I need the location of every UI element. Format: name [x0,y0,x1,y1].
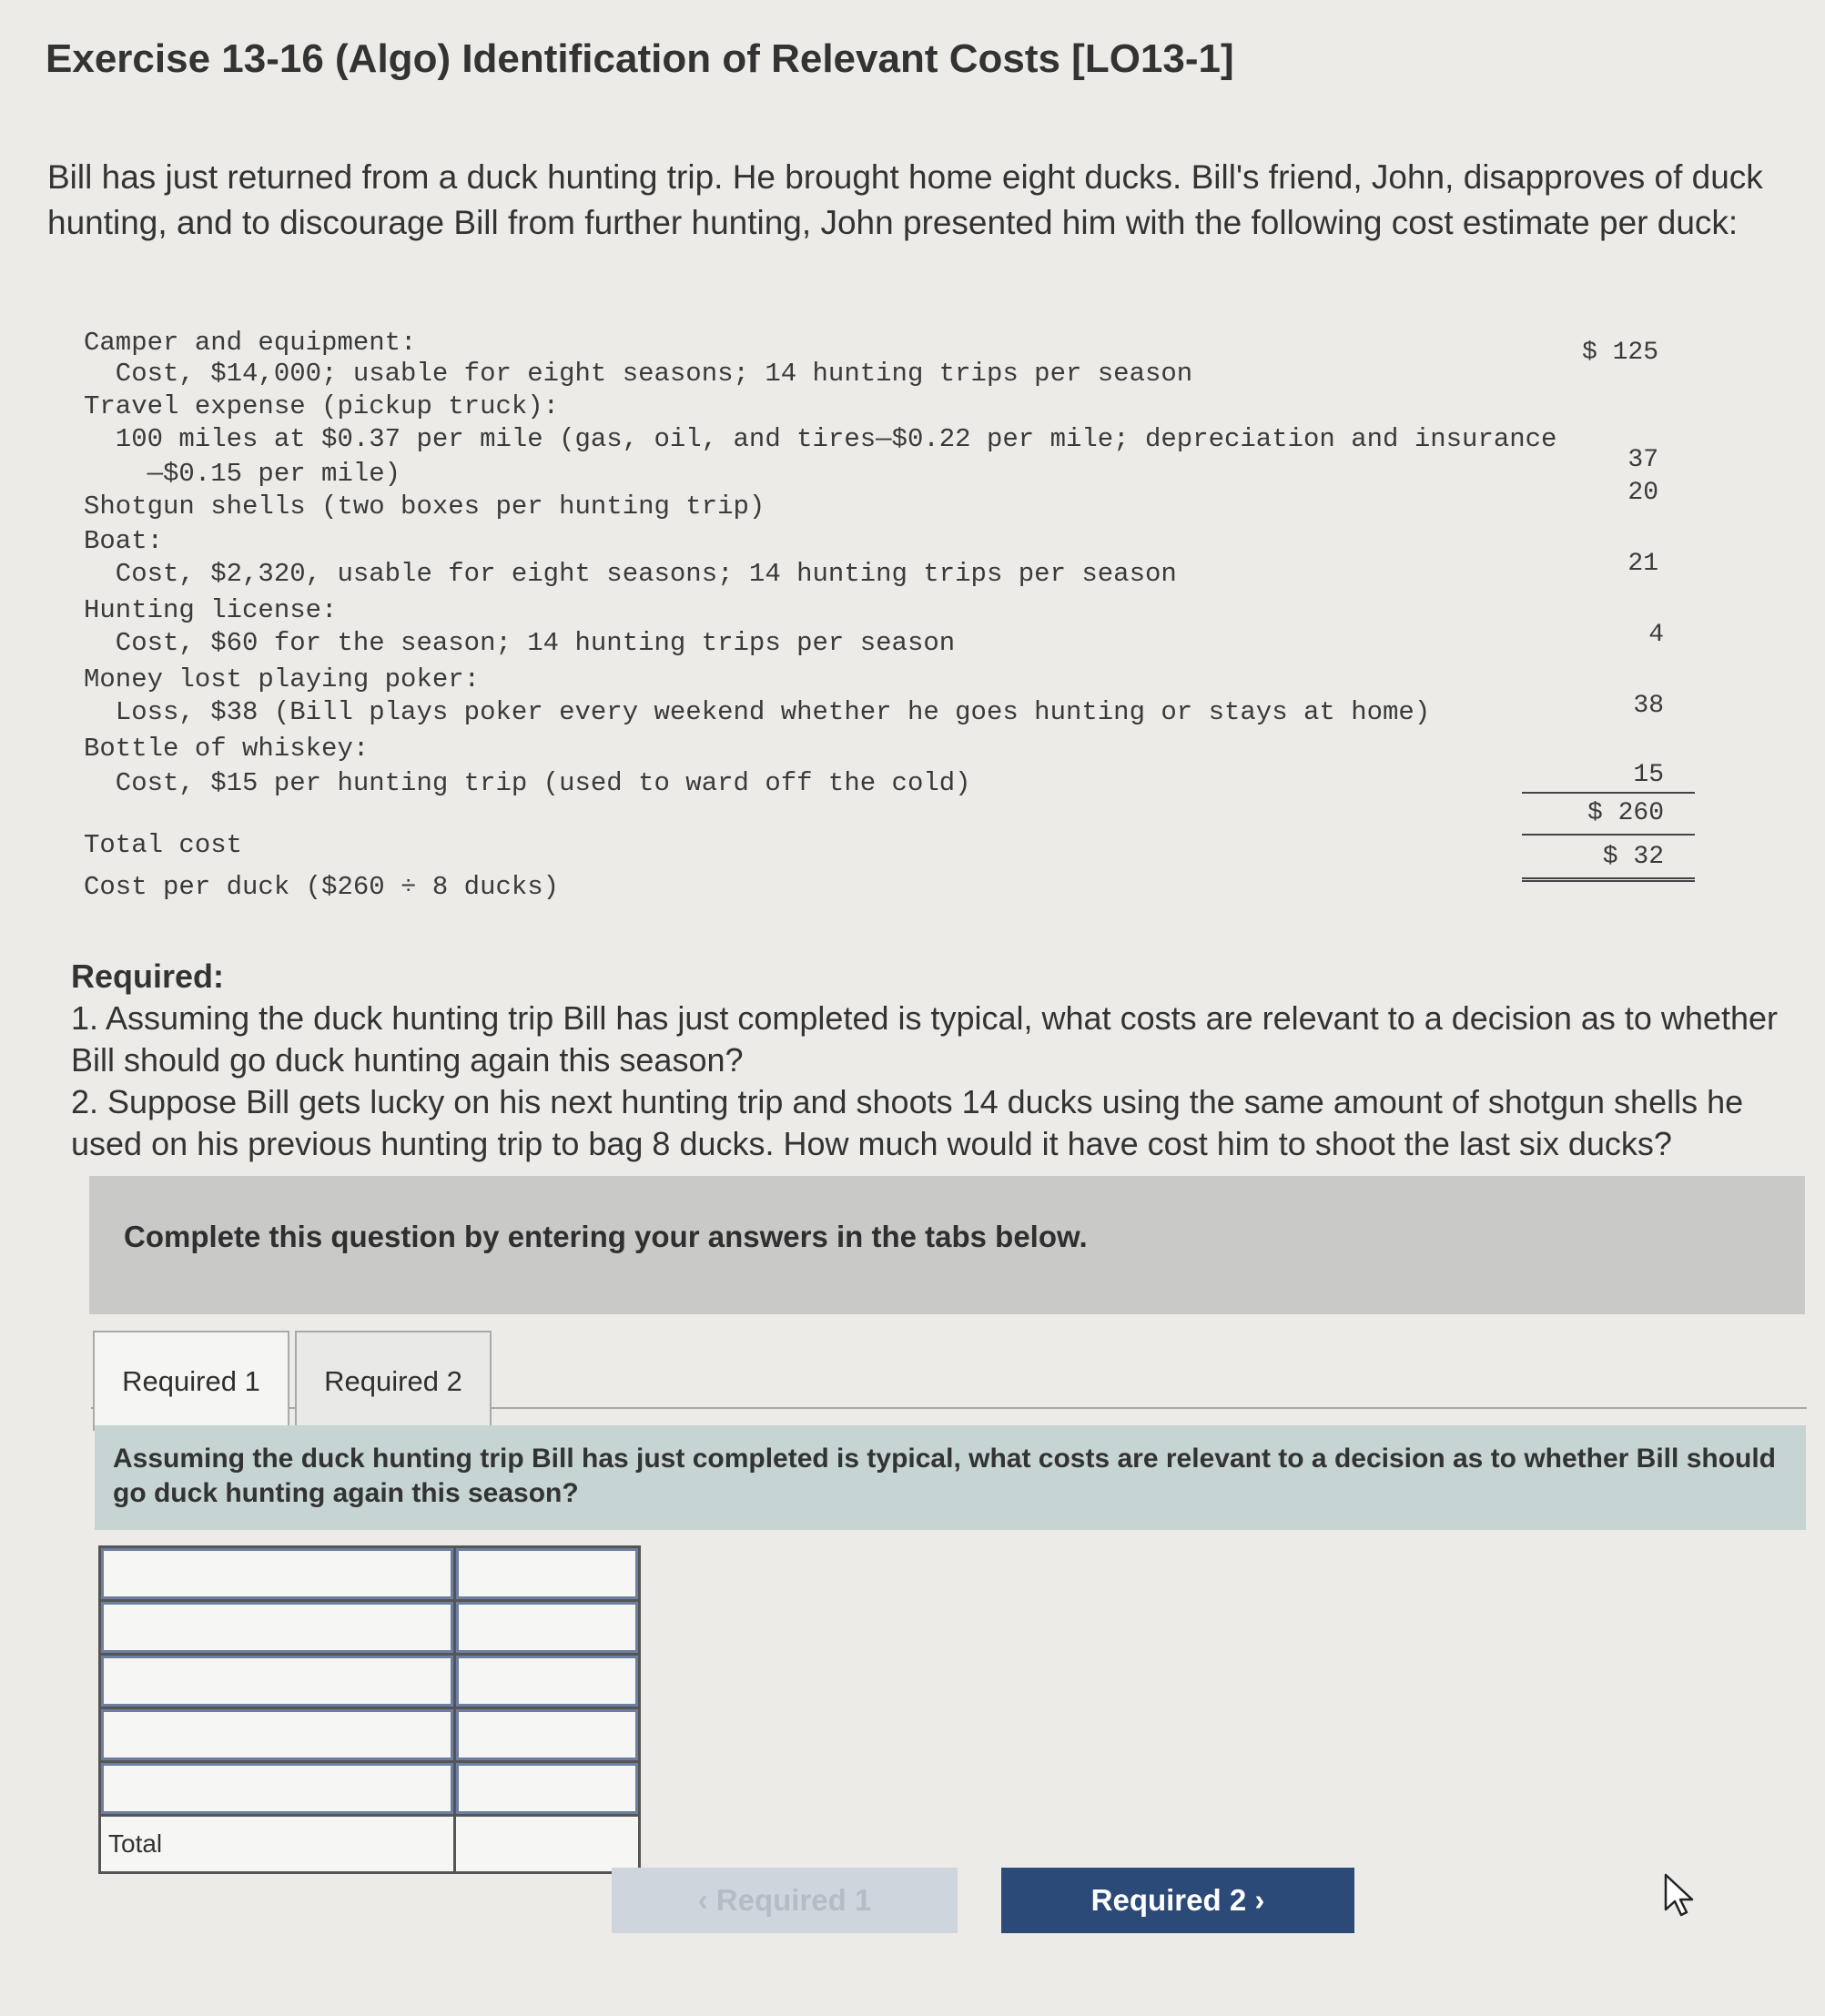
amount-travel-depreciation: 20 [1627,479,1658,507]
cost-line: Shotgun shells (two boxes per hunting trip) [84,491,765,522]
answer-row [101,1763,638,1817]
cost-line: Money lost playing poker: [84,664,481,694]
cost-line: Cost, $60 for the season; 14 hunting trips per season [84,628,956,658]
amount-poker: 38 [1633,692,1664,720]
cost-item-input[interactable] [101,1656,456,1707]
cost-line: Hunting license: [84,595,338,625]
cost-amount-input[interactable] [456,1548,638,1599]
problem-intro: Bill has just returned from a duck hunting trip. He brought home eight ducks. Bill's friend, John, disapproves of duck hunting, and to discourage Bill from further hunting, John presented him with the following cost estimate per duck: [47,158,1763,241]
cost-amount-input[interactable] [456,1763,638,1814]
total-amount-input[interactable] [456,1817,638,1871]
answer-grid [98,1545,641,1874]
cost-line: Boat: [84,526,164,556]
cost-line: Camper and equipment: [84,328,417,358]
subtotal-rule [1522,792,1695,794]
cost-amount-input[interactable] [456,1602,638,1653]
mouse-cursor-icon [1662,1873,1698,1919]
cost-total-label: Total cost [84,830,243,860]
tab-required-2[interactable]: Required 2 [295,1331,492,1431]
cost-item-input[interactable] [101,1763,456,1814]
cost-line: Cost, $15 per hunting trip (used to ward off the cold) [84,768,971,798]
answer-row [101,1656,638,1709]
prev-required-button[interactable]: ‹ Required 1 [612,1868,958,1933]
page-title: Exercise 13-16 (Algo) Identification of Relevant Costs [LO13-1] [46,36,1234,81]
answer-row [101,1602,638,1656]
total-label: Total [101,1817,456,1871]
answer-row [101,1709,638,1763]
banner-text: Complete this question by entering your answers in the tabs below. [124,1220,1088,1253]
double-rule [1522,877,1695,882]
cost-line: Bottle of whiskey: [84,734,370,764]
cost-amount-input[interactable] [456,1656,638,1707]
question-prompt: Assuming the duck hunting trip Bill has just completed is typical, what costs are relevant to a decision as to whether Bill should go duck hunting again this season? [113,1444,1777,1508]
next-required-button[interactable]: Required 2 › [1001,1868,1354,1933]
cost-amount-input[interactable] [456,1709,638,1760]
cost-line: Loss, $38 (Bill plays poker every weekend whether he goes hunting or stays at home) [84,697,1431,727]
required-q2: 2. Suppose Bill gets lucky on his next hunting trip and shoots 14 ducks using the same amount of shotgun shells he used on his previous hunting trip to bag 8 ducks. How much would it have cost him to shoot the last six ducks? [71,1083,1744,1162]
amount-camper: $ 125 [1581,339,1658,367]
amount-whiskey: 15 [1633,761,1664,789]
cost-item-input[interactable] [101,1709,456,1760]
required-section [71,956,1800,1165]
cost-line: Cost, $2,320, usable for eight seasons; 14 hunting trips per season [84,559,1177,589]
cost-line: Travel expense (pickup truck): [84,391,560,421]
amount-travel-gas: 37 [1627,446,1658,474]
amount-per-duck: $ 32 [1602,843,1664,871]
cost-item-input[interactable] [101,1548,456,1599]
cost-line: Cost, $14,000; usable for eight seasons; 14 hunting trips per season [84,359,1193,389]
required-label: Required: [71,957,225,995]
total-rule [1522,834,1695,836]
instructions-banner [89,1176,1805,1314]
answer-row [101,1548,638,1602]
cost-line: —$0.15 per mile) [84,459,401,489]
question-prompt-box [95,1425,1806,1530]
amount-shells: 21 [1627,550,1658,578]
tab-required-1[interactable]: Required 1 [93,1331,289,1431]
amount-total: $ 260 [1587,799,1664,827]
cost-line: 100 miles at $0.37 per mile (gas, oil, and tires—$0.22 per mile; depreciation and insurance [84,424,1557,454]
total-row [101,1817,638,1871]
amount-license: 4 [1648,621,1664,649]
cost-per-duck-label: Cost per duck ($260 ÷ 8 ducks) [84,872,560,902]
cost-item-input[interactable] [101,1602,456,1653]
required-q1: 1. Assuming the duck hunting trip Bill has just completed is typical, what costs are relevant to a decision as to whether Bill should go duck hunting again this season? [71,999,1778,1079]
